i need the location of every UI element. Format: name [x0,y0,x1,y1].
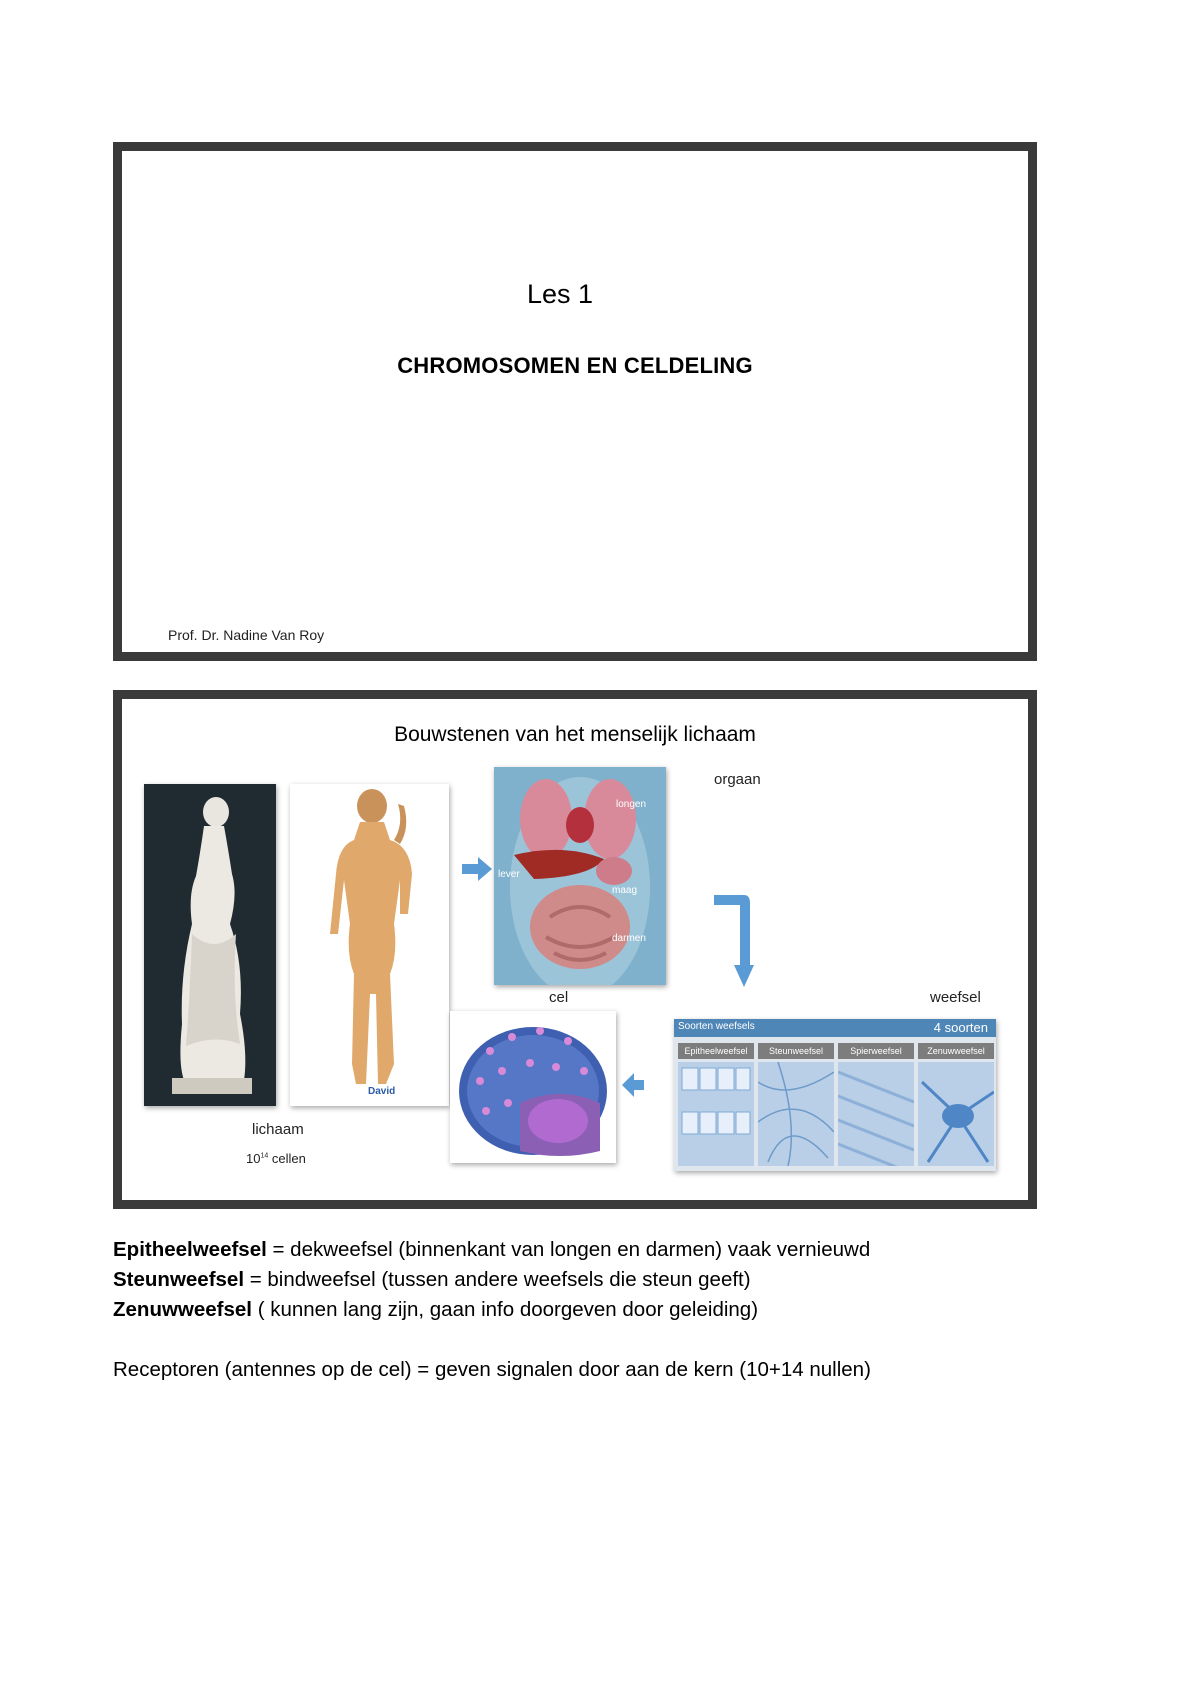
note-line: Receptoren (antennes op de cel) = geven signalen door aan de kern (10+14 nullen) [113,1358,871,1381]
slide-subtitle: CHROMOSOMEN EN CELDELING [397,353,753,378]
david-statue-image [290,784,449,1106]
tissue-column-header: Spierweefsel [838,1043,914,1059]
tissue-column-connective [758,1043,834,1167]
cell-count-base: 10 [246,1151,261,1166]
note-line [113,1295,871,1325]
venus-statue-image [144,784,276,1106]
arrow-right-icon [462,857,492,886]
definition-text: ( kunnen lang zijn, gaan info doorgeven door geleiding) [252,1298,759,1321]
tissue-column-header: Zenuwweefsel [918,1043,994,1059]
tissue-column-header: Epitheelweefsel [678,1043,754,1059]
arrow-bent-down-icon [714,895,754,992]
muscle-tissue-image [838,1062,914,1166]
note-line [113,1265,871,1295]
cell-label: cel [549,989,569,1006]
body-label: lichaam [252,1121,304,1138]
liver-label: lever [498,869,520,880]
epithelial-tissue-image [678,1062,754,1166]
cell-image [450,1011,616,1163]
note-line [113,1235,871,1265]
definition-text: = bindweefsel (tussen andere weefsels die steun geeft) [244,1268,751,1291]
term-nerve: Zenuwweefsel [113,1298,252,1321]
author-name: Prof. Dr. Nadine Van Roy [168,627,325,643]
tissue-column-muscle [838,1043,914,1167]
connective-tissue-image [758,1062,834,1166]
tissue-column-nerve [918,1043,994,1167]
tissue-table-header [674,1019,996,1037]
tissue-column-header: Steunweefsel [758,1043,834,1059]
definition-text: = dekweefsel (binnenkant van longen en darmen) vaak vernieuwd [266,1238,871,1261]
cell-count-word: cellen [268,1151,306,1166]
tissue-label: weefsel [930,989,981,1006]
slide-title: Bouwstenen van het menselijk lichaam [394,723,756,746]
tissue-types-table [674,1019,996,1171]
title-slide [113,142,1037,661]
david-label: David [368,1086,396,1097]
cell-count [246,1151,306,1166]
cell-count-exponent: 14 [260,1152,269,1160]
intestines-label: darmen [612,933,646,944]
notes-text [113,1235,871,1385]
arrow-left-icon [622,1073,644,1102]
tissue-column-epithelial [678,1043,754,1167]
organs-image [494,767,666,985]
building-blocks-slide [113,690,1037,1209]
stomach-label: maag [612,885,638,896]
lungs-label: longen [616,799,647,810]
term-connective: Steunweefsel [113,1268,245,1291]
slide-title: Les 1 [527,279,594,309]
term-epithelial: Epitheelweefsel [113,1238,267,1261]
organ-label: orgaan [714,771,761,788]
nerve-tissue-image [918,1062,994,1166]
tissue-header-right: 4 soorten [933,1020,988,1035]
tissue-header-left: Soorten weefsels [678,1021,755,1032]
